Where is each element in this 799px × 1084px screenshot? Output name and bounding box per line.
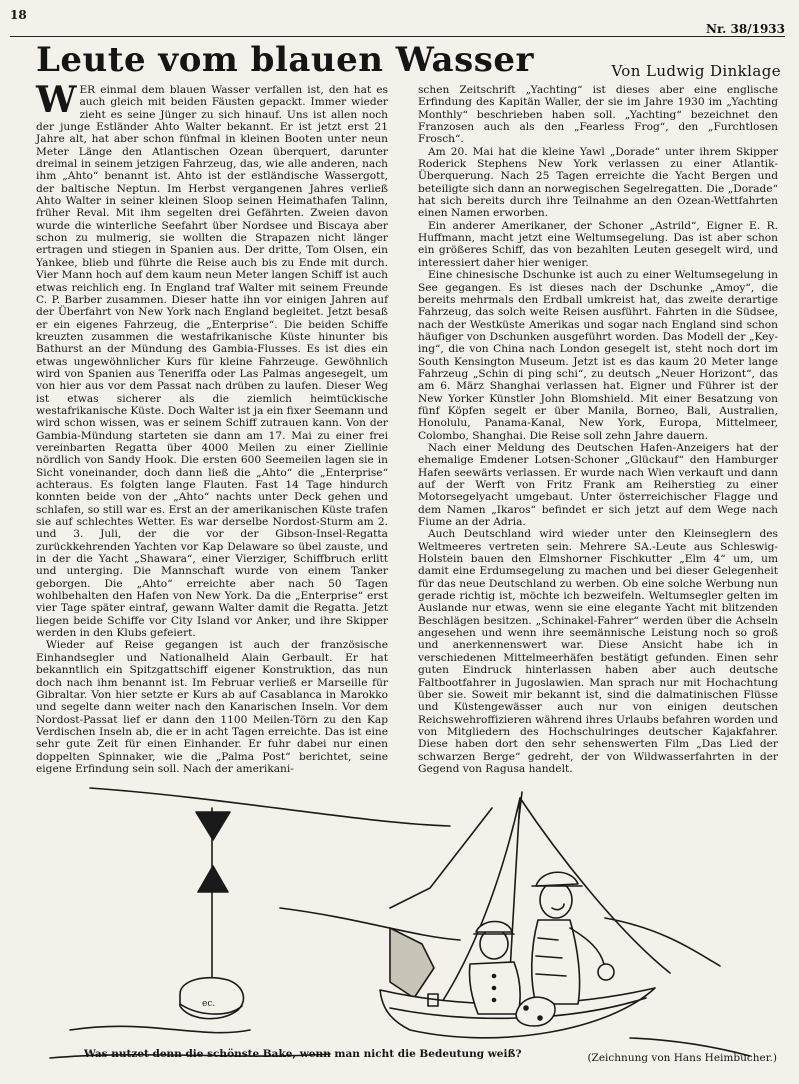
article-author: Von Ludwig Dinklage <box>611 62 781 80</box>
beacon-buoy <box>180 808 243 1019</box>
paragraph-right-6: Auch Deutschland wird wieder unter den Kleinseglern des Weltmeeres vertreten sein. Mehrere SA.-Leute aus Schleswig-Holstein bauen den Elmshorner Fischkutter „Elm 4“ um, um damit eine Erdumsegelung zu machen und bei dieser Gelegenheit für das neue Deutschland zu werben. Ob eine solche Werbung nun gerade richtig ist, möchte ich bezweifeln. Weltumsegler gelten im Auslande nur etwas, wenn sie eine elegante Yacht mit blitzenden Beschlägen besitzen. „Schinakel-Fahrer“ werden über die Achseln angesehen und wenn ihre seemännische Leistung noch so groß und anerkennenswert war. Diese Ansicht habe ich in verschiedenen Mittelmeerhäfen bestätigt gefunden. Einen sehr guten Eindruck hinterlassen haben aber auch deutsche Faltbootfahrer in Jugoslawien. Man sprach nur mit Hochachtung über sie. Soweit mir bekannt ist, sind die dalmatinischen Flüsse und Küstengewässer auch nur von einigen deutschen Reichswehroffizieren während ihres Urlaubs befahren worden und von Mitgliedern des Hochschulringes deutscher Kajakfahrer. Diese haben dort den sehr sehenswerten Film „Das Lied der schwarzen Berge“ gedreht, der von Wildwasserfahrten in der Gegend von Ragusa handelt. <box>418 528 778 775</box>
illustration-caption: Was nutzet denn die schönste Bake, wenn man nicht die Bedeutung weiß? <box>84 1048 522 1060</box>
paragraph-right-2: Am 20. Mai hat die kleine Yawl „Dorade“ unter ihrem Skipper Roderick Stephens New York verlassen zu einer Atlantik-Überquerung. Nach 25 Tagen erreichte die Yacht Bergen und beteiligte sich dann an norwegischen Segelregatten. Die „Dorade“ hat sich bereits durch ihre Teilnahme an den Ozean-Wettfahrten einen Namen erworben. <box>418 145 778 220</box>
wave-line <box>605 918 720 966</box>
page-number: 18 <box>10 8 27 22</box>
paragraph-right-3: Ein anderer Amerikaner, der Schoner „Astrild“, Eigner E. R. Huffmann, macht jetzt eine Weltumsegelung. Das ist aber schon ein größeres Schiff, das von bezahlten Leuten gesegelt wird, und interessiert daher hier weniger. <box>418 219 778 269</box>
issue-number: Nr. 38/1933 <box>705 22 785 36</box>
paragraph-left-1 <box>36 79 388 640</box>
paragraph-right-4: Eine chinesische Dschunke ist auch zu einer Weltumsegelung in See gegangen. Es ist dieses nach der Dschunke „Amoy“, die bereits mehrmals den Erdball umkreist hat, das zweite derartige Fahrzeug, das solch weite Reisen ausführt. Fahrten in die Südsee, nach der Westküste Amerikas und sogar nach England sind schon häufiger von Dschunken ausgeführt worden. Das Modell der „Key-ing“, die von China nach London gesegelt ist, steht noch dort im South Kensington Museum. Jetzt ist es das kaum 20 Meter lange Fahrzeug „Schin di ping schi“, zu deutsch „Neuer Horizont“, das am 6. März Shanghai verlassen hat. Eigner und Führer ist der New Yorker Künstler John Blomshield. Mit einer Besatzung von fünf Köpfen segelt er über Manila, Borneo, Bali, Australien, Honolulu, Panama-Kanal, New York, Europa, Mittelmeer, Colombo, Shanghai. Die Reise soll zehn Jahre dauern. <box>418 269 778 442</box>
first-word-rest: ER <box>79 84 96 96</box>
sailboat <box>380 792 670 1038</box>
wave-line <box>70 1026 250 1032</box>
wave-line <box>90 788 450 826</box>
illustration-credit: (Zeichnung von Hans Heimbucher.) <box>587 1052 777 1064</box>
header-rule <box>10 36 785 37</box>
paragraph-right-5: Nach einer Meldung des Deutschen Hafen-Anzeigers hat der ehemalige Emdener Lotsen-Schoner „Glückauf“ den Hamburger Hafen seewärts verlassen. Er wurde nach Wien verkauft und dann auf der Werft von Fritz Frank am Reiherstieg zu einer Motorsegelyacht umgebaut. Unter österreichischer Flagge und dem Namen „Ikaros“ befindet er sich jetzt auf dem Wege nach Fiume an der Adria. <box>418 441 778 529</box>
sailor-captain <box>532 872 614 1004</box>
drop-cap: W <box>36 79 77 121</box>
dog-on-board <box>516 997 555 1026</box>
sailboat-illustration <box>30 768 770 1068</box>
column-left <box>36 79 388 775</box>
buoy-label: ec. <box>202 999 216 1009</box>
paragraph-left-1-text: einmal dem blauen Wasser verfallen ist, den hat es auch gleich mit beiden Fäusten gepackt. Immer wieder zieht es seine Jünger zu sich hinauf. Uns ist allen noch der junge Estländer Ahto Walter bekannt. Er ist jetzt erst 21 Jahre alt, hat aber schon fünfmal in kleinen Booten unter neun Meter Länge den Atlantischen Ozean überquert, darunter dreimal in seinem jetzigen Fahrzeug, das, wie alle anderen, nach ihm „Ahto“ benannt ist. Ahto ist der estländische Wassergott, der baltische Neptun. Im Herbst vergangenen Jahres verließ Ahto Walter in seiner kleinen Sloop seinen Heimathafen Talinn, früher Reval. Mit ihm segelten drei Gefährten. Zweien davon wurde die winterliche Seefahrt über Nordsee und Biscaya aber schon zu mulmerig, sie wollten die Strapazen nicht länger ertragen und stiegen in Spanien aus. Der dritte, Tom Olsen, ein Yankee, blieb und führte die Reise auch bis zu Ende mit durch. Vier Mann hoch auf dem kaum neun Meter langen Schiff ist auch etwas reichlich eng. In England traf Walter mit seinem Freunde C. P. Barber zusammen. Dieser hatte ihn vor einigen Jahren auf der Überfahrt von New York nach England begleitet. Jetzt besaß er ein eigenes Fahrzeug, die „Enterprise“. Die beiden Schiffe kreuzten zusammen die westafrikanische Küste hinunter bis Bathurst an der Mündung des Gambia-Flusses. Es ist dies ein etwas ungewöhnlicher Kurs für kleine Fahrzeuge. Gewöhnlich wird von Spanien aus Teneriffa oder Las Palmas angesegelt, um von hier aus vor dem Passat nach drüben zu laufen. Dieser Weg ist etwas sicherer als die ziemlich heimtückische westafrikanische Küste. Doch Walter ist ja ein fixer Seemann und wird schon wissen, was er seinem Schiff zutrauen kann. Von der Gambia-Mündung starteten sie dann am 17. Mai zu einer frei vereinbarten Regatta über 4000 Meilen zu einer Ziellinie nördlich von Sandy Hook. Die ersten 600 Seemeilen lagen sie in Sicht voneinander, doch dann ließ die „Ahto“ die „Enterprise“ achteraus. Es folgten lange Flauten. Fast 14 Tage hindurch konnten beide von der „Ahto“ nachts unter Deck gehen und schlafen, so still war es. Erst an der amerikanischen Küste trafen sie auf schlechtes Wetter. Es war derselbe Nordost-Sturm am 2. und 3. Juli, der die vor der Gibson-Insel-Regatta zurückkehrenden Yachten vor Kap Delaware so übel zauste, und in der die Yacht „Shawara“, einer Vierziger, Schiffbruch erlitt und unterging. Die Mannschaft wurde von einem Tanker geborgen. Die „Ahto“ erreichte aber nach 50 Tagen wohlbehalten den Hafen von New York. Da die „Enterprise“ erst vier Tage später eintraf, gewann Walter damit die Regatta. Jetzt liegen beide Schiffe vor City Island vor Anker, und ihre Skipper werden in den Klubs gefeiert. <box>36 84 388 640</box>
wave-line <box>280 908 460 940</box>
paragraph-left-2: Wieder auf Reise gegangen ist auch der französische Einhandsegler und Nationalheld Alain Gerbault. Er hat bekanntlich ein Spitzgattschiff eigener Konstruktion, das nun doch nach ihm benannt ist. Im Februar verließ er Marseille für Gibraltar. Von hier setzte er Kurs ab auf Casablanca in Marokko und segelte dann weiter nach den Kanarischen Inseln. Vor dem Nordost-Passat lief er dann den 1100 Meilen-Törn zu den Kap Verdischen Inseln ab, die er in acht Tagen erreichte. Das ist eine sehr gute Zeit für einen Einhander. Er fuhr dabei nur einen doppelten Spinnaker, wie die „Palma Post“ berichtet, seine eigene Erfindung sein soll. Nach der amerikani- <box>36 639 388 775</box>
paragraph-right-1: schen Zeitschrift „Yachting“ ist dieses aber eine englische Erfindung des Kapitän Waller, der sie im Jahre 1930 im „Yachting Monthly“ beschrieben haben soll. „Yachting“ bezeichnet den Franzosen auch als den „Fearless Frog“, den „Furchtlosen Frosch“. <box>418 84 778 146</box>
article-title: Leute vom blauen Wasser <box>36 40 534 80</box>
column-right <box>418 84 778 775</box>
